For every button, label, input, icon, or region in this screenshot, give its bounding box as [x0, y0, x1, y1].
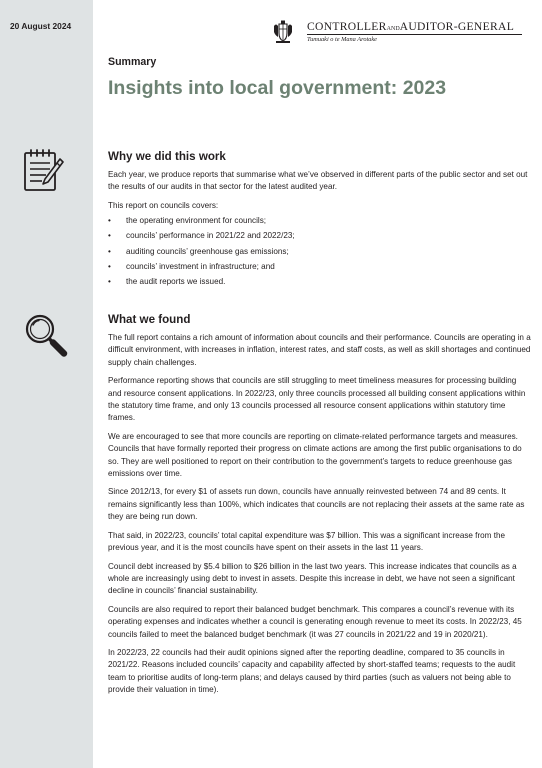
found-paragraph: We are encouraged to see that more councils are reporting on climate-related performance targets and measures. Councils that have formally reported their progress on climate actions are among the first public organisations to do so. They are well positioned to report on their contribution to the government’s targets to reduce greenhouse gas emissions over time.: [108, 431, 522, 479]
magnifying-glass-icon: [22, 312, 70, 360]
found-paragraph: That said, in 2022/23, councils’ total capital expenditure was $7 billion. This was a significant increase from the previous year, and it is the most councils have spent on their assets in the last 11 years.: [108, 530, 505, 553]
found-paragraph: Councils are also required to report their balanced budget benchmark. This compares a council’s revenue with its operating expenses and indicates whether a council is generating enough revenue to meet its costs. In 2022/23, 45 councils failed to meet the balanced budget benchmark (it was 27 councils in 2021/22 and 19 in 2020/21).: [108, 604, 522, 639]
found-heading: What we found: [108, 313, 191, 326]
found-paragraph: Since 2012/13, for every $1 of assets run down, councils have annually reinvested between 74 and 89 cents. It remains significantly less than 100%, which indicates that councils are not replacing their assets at the same rate as they are being run down.: [108, 487, 525, 522]
org-name: CONTROLLERANDAUDITOR-GENERAL: [307, 20, 515, 33]
notepad-pencil-icon: [22, 147, 64, 193]
org-tagline: Tumuaki o te Mana Arotake: [307, 36, 377, 43]
found-paragraph: The full report contains a rich amount of information about councils and their performance. Councils are operating in a difficult environment, with increases in inflation, interest rates, and staff costs, as well as skill shortages and continued supply chain challenges.: [108, 333, 531, 367]
page-title: Insights into local government: 2023: [108, 77, 447, 99]
why-intro: Each year, we produce reports that summarise what we’ve observed in different parts of the public sector and set out the results of our audits in that sector for the latest audited year.: [108, 170, 528, 192]
why-section: [108, 150, 532, 291]
org-name-rule: [307, 34, 522, 35]
list-item: • councils’ investment in infrastructure; and: [108, 261, 532, 276]
left-sidebar-band: [0, 0, 93, 768]
found-section: [108, 313, 532, 697]
list-item: • the audit reports we issued.: [108, 276, 532, 291]
coat-of-arms-icon: [272, 20, 294, 44]
covers-lead: This report on councils covers:: [108, 200, 219, 210]
found-paragraph: Council debt increased by $5.4 billion to $26 billion in the last two years. This increase indicates that councils as a whole are increasingly using debt to invest in assets. Despite this increase in debt, we have not seen a significant decline in councils’ financial sustainability.: [108, 561, 517, 596]
found-paragraph: In 2022/23, 22 councils had their audit opinions signed after the reporting deadline, compared to 35 councils in 2021/22. Reasons included councils’ capacity and capability affected by short-staffed teams; requests to the audit team to prioritise audits of long-term plans; and delays caused by third parties (such as valuers not being able to provide their valuation in time).: [108, 647, 516, 695]
list-item: • councils’ performance in 2021/22 and 2022/23;: [108, 230, 532, 245]
why-heading: Why we did this work: [108, 150, 226, 163]
list-item: • the operating environment for councils;: [108, 215, 532, 230]
oag-logo: [272, 20, 532, 46]
list-item: • auditing councils’ greenhouse gas emissions;: [108, 246, 532, 261]
found-paragraph: Performance reporting shows that councils are still struggling to meet timeliness measures for processing building and resource consent applications. In 2022/23, only three councils processed all building consent applications within the statutory time frame, and only 13 councils processed all resource consent applications within statutory time frames.: [108, 376, 526, 423]
page-kicker: Summary: [108, 56, 157, 68]
covers-list: [108, 215, 532, 291]
publication-date: 20 August 2024: [10, 21, 72, 31]
